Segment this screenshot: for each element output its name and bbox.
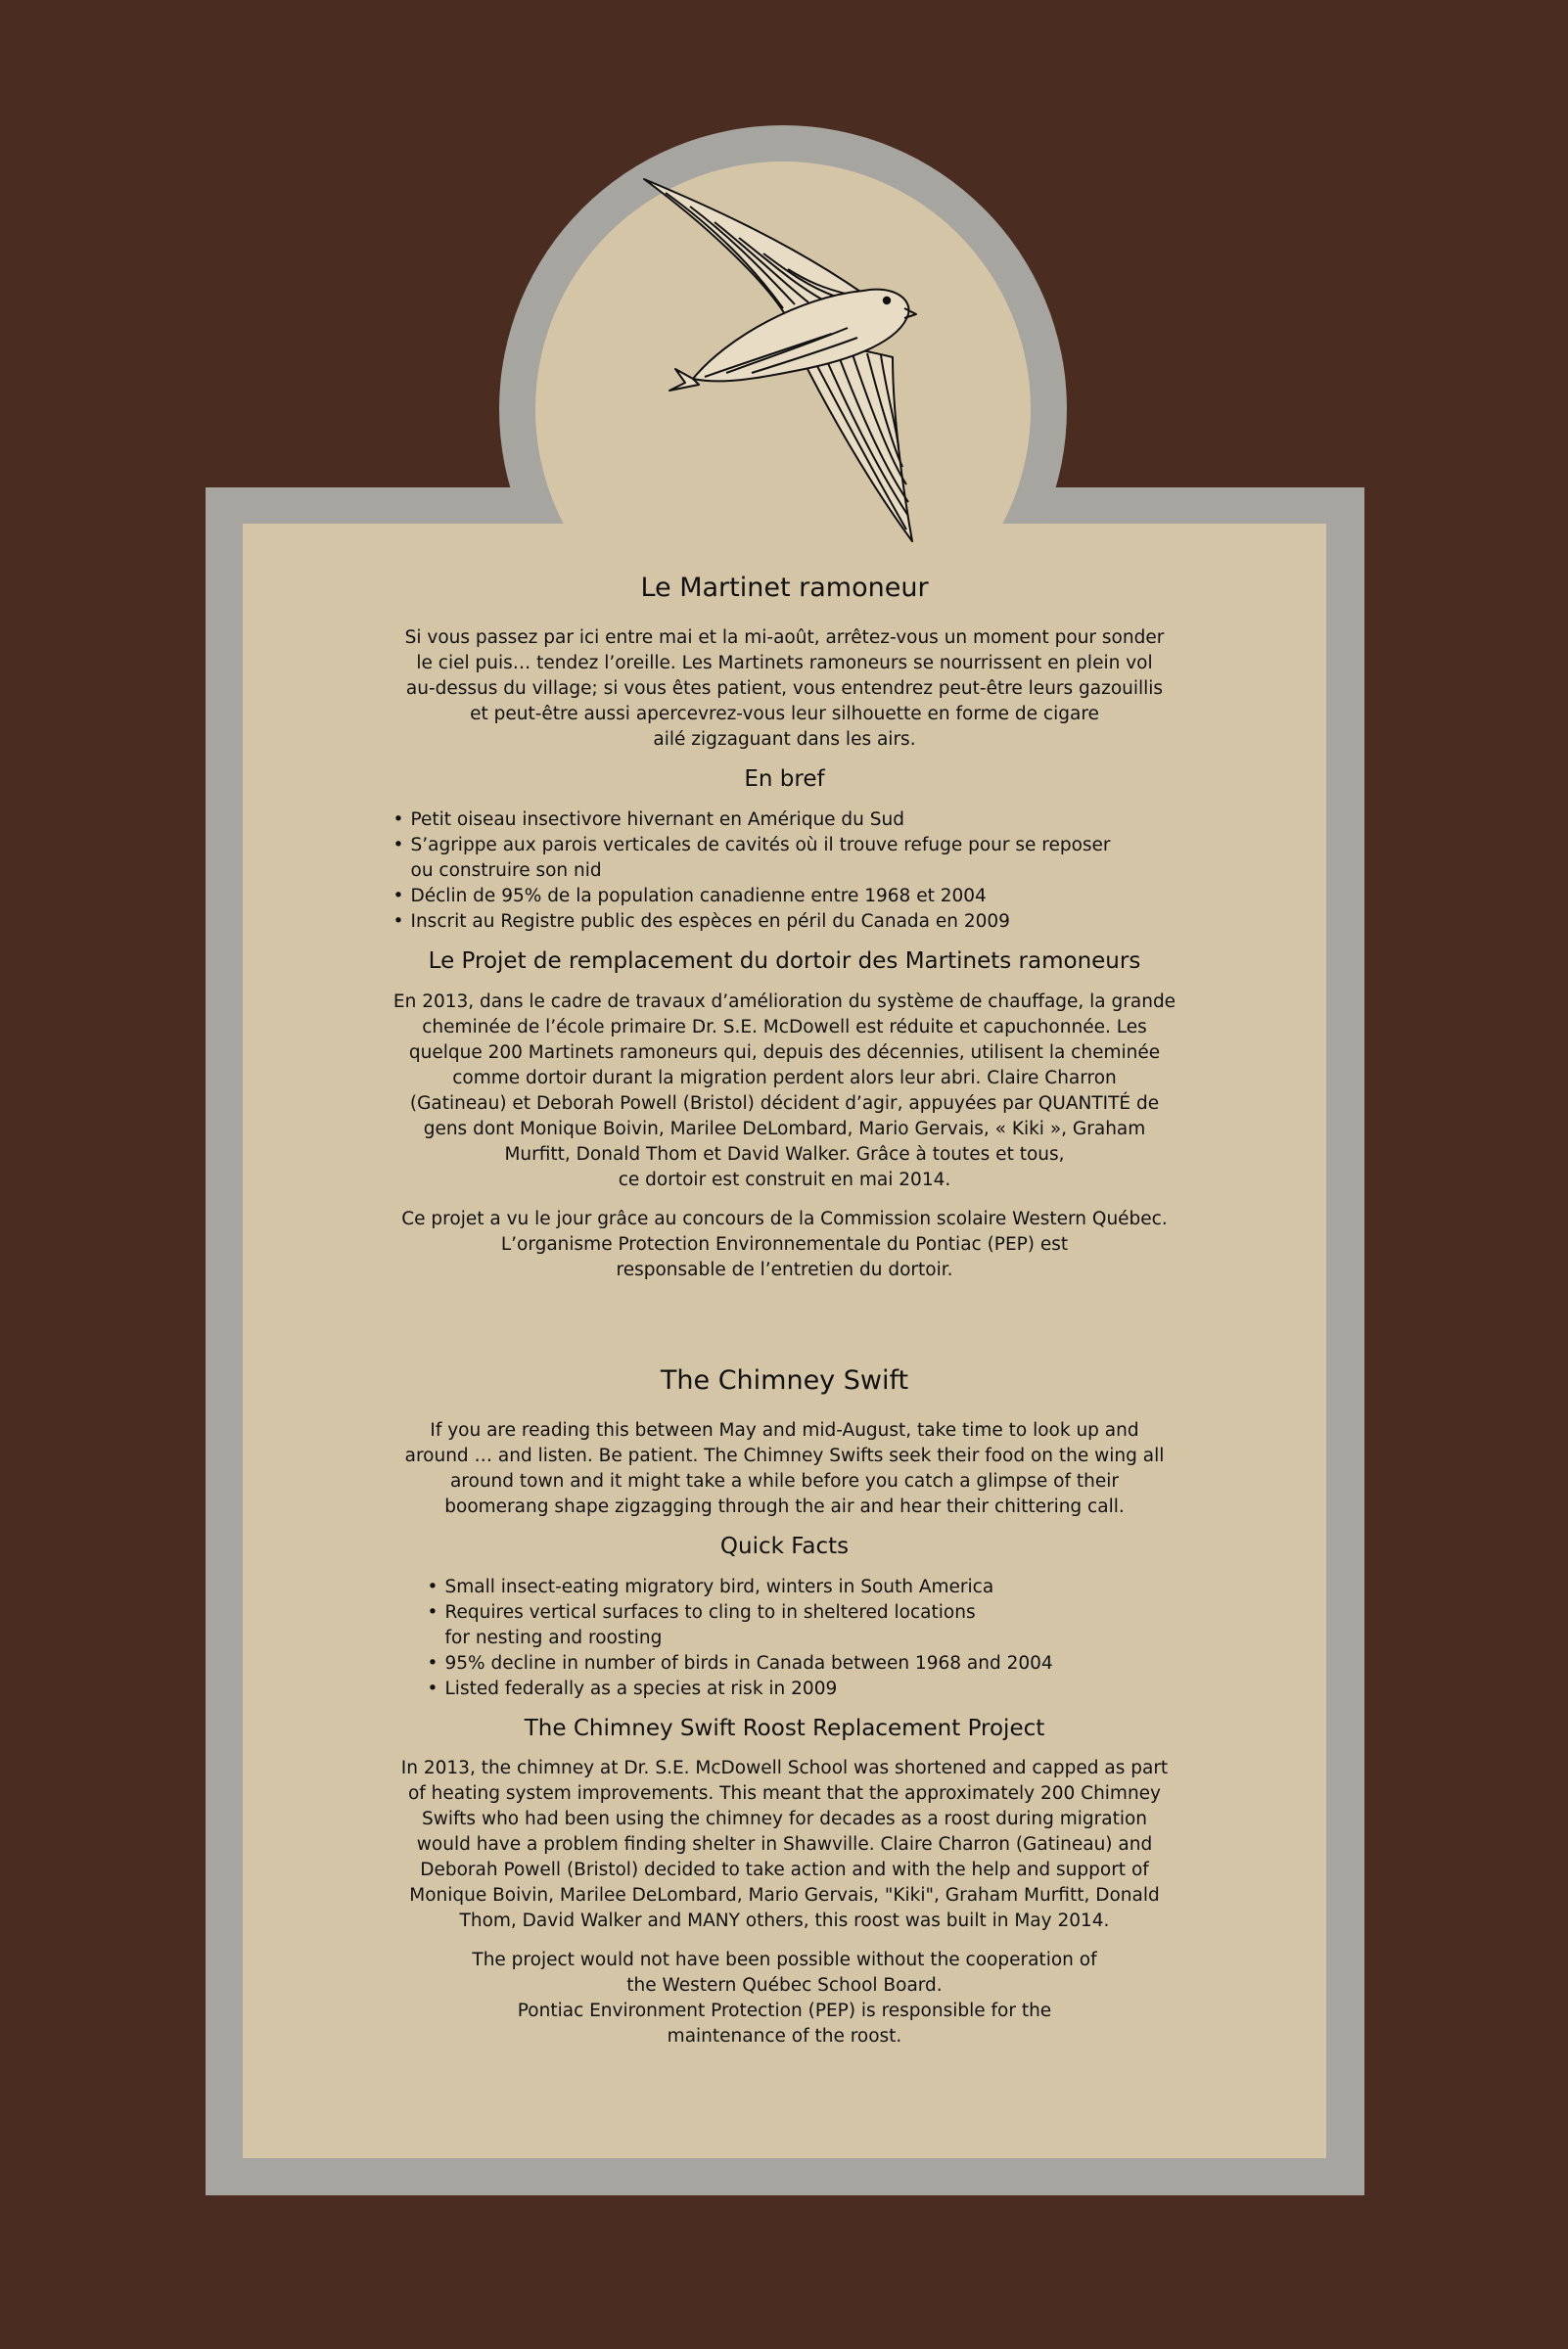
english-facts-heading: Quick Facts (719, 1533, 850, 1559)
section-spacer (243, 1297, 1326, 1365)
english-section (243, 1365, 1326, 2050)
french-facts-list (393, 807, 1176, 935)
list-item: • S’agrippe aux parois verticales de cavités où il trouve refuge pour se reposer ou construire son nid (393, 833, 1176, 884)
list-item: • Small insect-eating migratory bird, winters in South America (428, 1575, 1142, 1600)
english-project-heading: The Chimney Swift Roost Replacement Project (524, 1715, 1045, 1741)
list-item: • Déclin de 95% de la population canadienne entre 1968 et 2004 (393, 884, 1176, 909)
french-credits: Ce projet a vu le jour grâce au concours de la Commission scolaire Western Québec. L’organisme Protection Environnementale du Pontiac (PEP) est responsable de l’entretien du dortoir. (401, 1208, 1168, 1280)
list-item: • 95% decline in number of birds in Canada between 1968 and 2004 (428, 1651, 1142, 1677)
list-item: • Petit oiseau insectivore hivernant en Amérique du Sud (393, 807, 1176, 833)
list-item: • Requires vertical surfaces to cling to in sheltered locations for nesting and roosting (428, 1600, 1142, 1651)
plaque-text (243, 573, 1326, 2063)
chimney-swift-bird-icon (636, 171, 940, 548)
french-project-text: En 2013, dans le cadre de travaux d’amélioration du système de chauffage, la grande cheminée de l’école primaire Dr. S.E. McDowell est réduite et capuchonnée. Les quelque 200 Martinets ramoneurs qui, depuis des décennies, utilisent la cheminée comme dortoir durant la migration perdent alors leur abri. Claire Charron (Gatineau) et Deborah Powell (Bristol) décident d’agir, appuyées par QUANTITÉ de gens dont Monique Boivin, Marilee DeLombard, Mario Gervais, « Kiki », Graham Murfitt, Donald Thom et David Walker. Grâce à toutes et tous, ce dortoir est construit en mai 2014. (392, 990, 1176, 1190)
english-intro: If you are reading this between May and mid-August, take time to look up and around … and listen. Be patient. The Chimney Swifts seek their food on the wing all around town and it might take a while before you catch a glimpse of their boomerang shape zigzagging through the air and hear their chittering call. (404, 1419, 1165, 1517)
french-section (243, 573, 1326, 1283)
english-title: The Chimney Swift (660, 1364, 909, 1396)
french-project-heading: Le Projet de remplacement du dortoir des Martinets ramoneurs (428, 947, 1141, 974)
french-title: Le Martinet ramoneur (640, 573, 929, 603)
english-project-text: In 2013, the chimney at Dr. S.E. McDowell School was shortened and capped as part of heating system improvements. This meant that the approximately 200 Chimney Swifts who had been using the chimney for decades as a roost during migration would have a problem finding shelter in Shawville. Claire Charron (Gatineau) and Deborah Powell (Bristol) decided to take action and with the help and support of Monique Boivin, Marilee DeLombard, Mario Gervais, "Kiki", Graham Murfitt, Donald Thom, David Walker and MANY others, this roost was built in May 2014. (400, 1758, 1169, 1932)
english-facts-list (428, 1575, 1142, 1702)
french-facts-heading: En bref (744, 766, 825, 793)
list-item: • Listed federally as a species at risk in 2009 (428, 1677, 1142, 1702)
list-item: • Inscrit au Registre public des espèces en péril du Canada en 2009 (393, 909, 1176, 935)
french-intro: Si vous passez par ici entre mai et la mi-août, arrêtez-vous un moment pour sonder le ciel puis… tendez l’oreille. Les Martinets ramoneurs se nourrissent en plein vol au-dessus du village; si vous êtes patient, vous entendrez peut-être leurs gazouillis et peut-être aussi apercevrez-vous leur silhouette en forme de cigare ailé zigzaguant dans les airs. (404, 627, 1165, 751)
english-credits: The project would not have been possible without the cooperation of the Western Québec School Board. Pontiac Environment Protection (PEP) is responsible for the maintenance of the roost. (472, 1950, 1097, 2048)
